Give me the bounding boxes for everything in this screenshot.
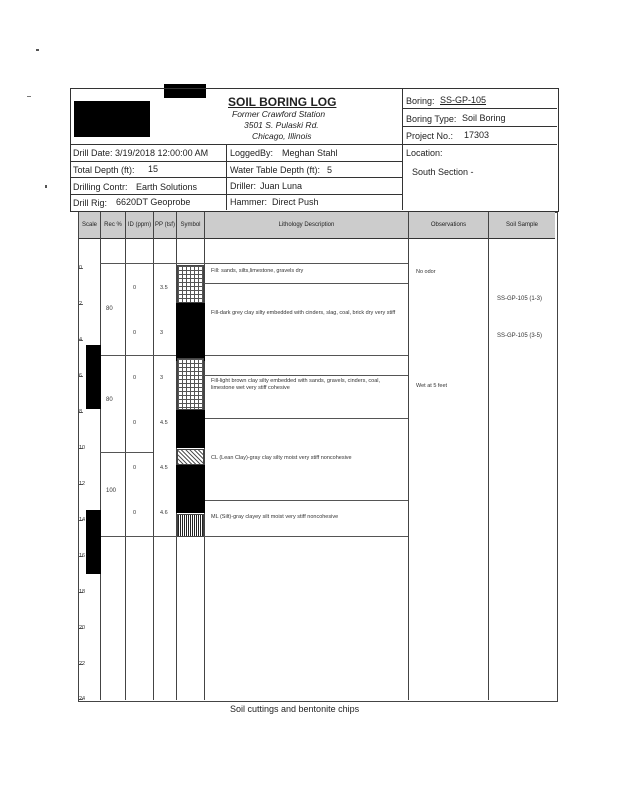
column-header-sample: Soil Sample	[489, 212, 555, 239]
logged-by-value: Meghan Stahl	[282, 148, 338, 158]
pp-value: 3	[160, 330, 164, 336]
driller-value: Juan Luna	[260, 181, 303, 191]
pp-value: 4.6	[160, 510, 168, 516]
location-label: Location:	[406, 148, 443, 158]
scale-label: 24	[79, 696, 86, 702]
lithology-description: Fill-light brown clay silty embedded with sands, gravels, cinders, coal, limestone wet very stiff cohesive	[211, 378, 381, 391]
boring-label: Boring:	[406, 96, 435, 106]
scan-speck	[45, 185, 47, 188]
pid-value: 0	[133, 465, 137, 471]
lithology-description: Fill-dark grey clay silty embedded with cinders, slag, coal, brick dry very stiff	[211, 310, 396, 316]
boring-type-value: Soil Boring	[462, 113, 506, 123]
pp-value: 4.5	[160, 420, 168, 426]
scale-label: 22	[79, 661, 86, 667]
drill-date: Drill Date: 3/19/2018 12:00:00 AM	[73, 148, 209, 158]
boring-value: SS-GP-105	[440, 95, 487, 105]
pp-value: 3	[160, 375, 164, 381]
drilling-contr-value: Earth Solutions	[136, 182, 198, 192]
redaction-box	[86, 345, 101, 409]
project-value: 17303	[464, 130, 490, 140]
lithology-description: Fill: sands, silts,limestone, gravels dry	[211, 268, 304, 274]
pid-value: 0	[133, 375, 137, 381]
scale-label: 8	[79, 409, 83, 415]
redaction-box	[86, 510, 101, 574]
scale-label: 10	[79, 445, 86, 451]
lean-clay-symbol	[177, 449, 204, 465]
scale-label: 16	[79, 553, 86, 559]
drill-rig-label: Drill Rig:	[73, 198, 108, 208]
scale-label: 12	[79, 481, 86, 487]
column-header-rec: Rec %	[101, 212, 125, 239]
observation-text: No odor	[416, 269, 436, 275]
fill-symbol	[177, 358, 204, 410]
scale-label: 4	[79, 337, 83, 343]
scale-label: 0	[79, 265, 83, 271]
site-name: Former Crawford Station	[232, 109, 326, 119]
scale-label: 20	[79, 625, 86, 631]
total-depth-value: 15	[148, 164, 159, 174]
column-header-scale: Scale	[79, 212, 100, 239]
pp-value: 4.5	[160, 465, 168, 471]
drilling-contr-label: Drilling Contr:	[73, 182, 128, 192]
pid-value: 0	[133, 420, 137, 426]
soil-sample-label: SS-GP-105 (3-5)	[497, 333, 543, 339]
scale-label: 14	[79, 517, 86, 523]
lithology-description: ML (Silt)-gray clayey silt moist very stiff noncohesive	[211, 514, 339, 520]
redaction-box	[176, 410, 205, 448]
pid-value: 0	[133, 510, 137, 516]
footer-note: Soil cuttings and bentonite chips	[230, 704, 360, 714]
page-title: SOIL BORING LOG	[228, 95, 337, 109]
total-depth-label: Total Depth (ft):	[73, 165, 135, 175]
scale-label: 6	[79, 373, 83, 379]
redaction-box	[176, 303, 205, 361]
water-table-label: Water Table Depth (ft):	[230, 165, 321, 175]
hammer-value: Direct Push	[272, 197, 319, 207]
recovery-value: 80	[106, 397, 113, 403]
column-header-lithology: Lithology Description	[205, 212, 408, 239]
silt-symbol	[177, 514, 204, 537]
lithology-description: CL (Lean Clay)-gray clay silty moist very stiff noncohesive	[211, 455, 352, 461]
logged-by-label: LoggedBy:	[230, 148, 274, 158]
project-label: Project No.:	[406, 131, 454, 141]
scan-speck	[36, 49, 39, 51]
water-table-value: 5	[327, 165, 333, 175]
boring-type-label: Boring Type:	[406, 114, 457, 124]
driller-label: Driller:	[230, 181, 256, 191]
site-city: Chicago, Illinois	[252, 131, 312, 141]
drill-rig-value: 6620DT Geoprobe	[116, 197, 191, 207]
fill-symbol	[177, 265, 204, 303]
site-address: 3501 S. Pulaski Rd.	[244, 120, 319, 130]
column-header-id: ID (ppm)	[126, 212, 153, 239]
hammer-label: Hammer:	[230, 197, 268, 207]
soil-sample-label: SS-GP-105 (1-3)	[497, 296, 543, 302]
pp-value: 3.5	[160, 285, 168, 291]
pid-value: 0	[133, 285, 137, 291]
column-header-symbol: Symbol	[177, 212, 204, 239]
scale-label: 2	[79, 301, 83, 307]
recovery-value: 80	[106, 306, 113, 312]
observation-text: Wet at 5 feet	[416, 383, 448, 389]
redaction-box	[176, 465, 205, 513]
location-value: South Section -	[412, 167, 474, 177]
column-header-pp: PP (tsf)	[154, 212, 176, 239]
scale-label: 18	[79, 589, 86, 595]
column-header-observations: Observations	[409, 212, 488, 239]
recovery-value: 100	[106, 488, 117, 494]
pid-value: 0	[133, 330, 137, 336]
scan-speck	[27, 96, 31, 97]
